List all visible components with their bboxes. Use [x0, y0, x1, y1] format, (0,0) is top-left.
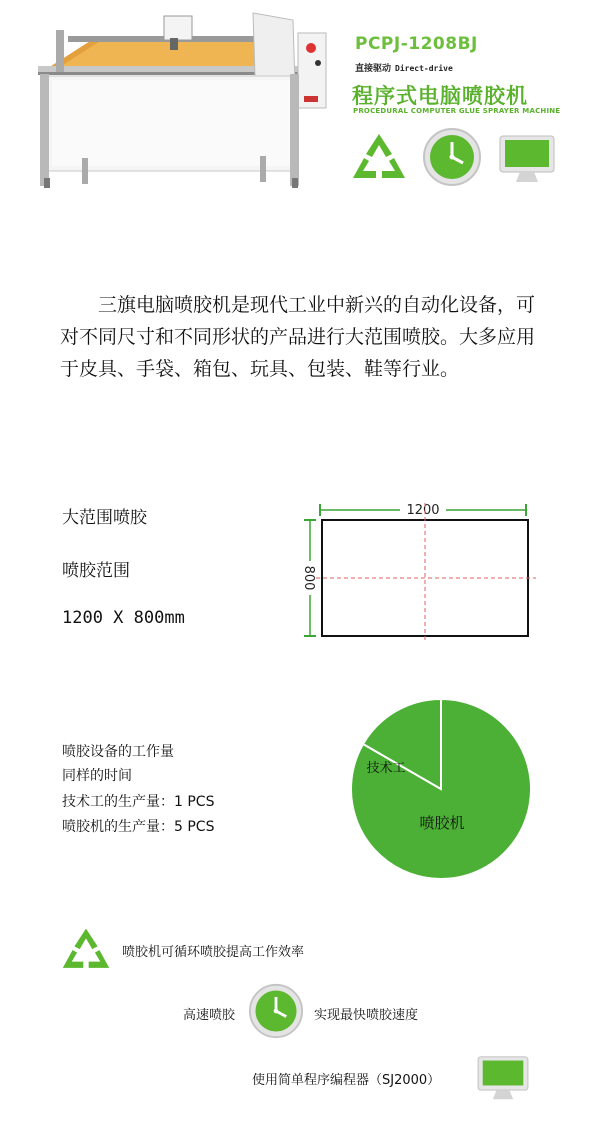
intro-text: 三旗电脑喷胶机是现代工业中新兴的自动化设备，可对不同尺寸和不同形状的产品进行大范围喷胶。大多应用于皮具、手袋、箱包、玩具、包装、鞋等行业。 [60, 294, 536, 380]
pie-label-worker: 技术工 [366, 761, 406, 776]
height-label: 800 [301, 565, 316, 591]
pie-label-machine: 喷胶机 [419, 814, 465, 832]
product-title-en: PROCEDURAL COMPUTER GLUE SPRAYER MACHINE [353, 107, 561, 115]
monitor-icon [476, 1055, 530, 1103]
drive-label [355, 61, 453, 74]
clock-icon [422, 127, 482, 187]
recycle-icon [60, 925, 112, 975]
machine-output: 喷胶机的生产量：5 PCS [62, 819, 215, 835]
monitor-icon [498, 134, 556, 186]
drive-label-en: Direct-drive [395, 64, 453, 73]
worker-output: 技术工的生产量：1 PCS [62, 794, 215, 810]
machine-image [28, 8, 338, 193]
width-label: 1200 [406, 503, 440, 518]
feature-speed-text-left: 高速喷胶 [183, 1008, 236, 1023]
large-range-label: 大范围喷胶 [62, 508, 147, 528]
spray-range-label: 喷胶范围 [62, 561, 130, 581]
workload-pie-chart [348, 696, 534, 882]
product-title: 程序式电脑喷胶机 [352, 84, 528, 108]
model-number: PCPJ-1208BJ [355, 34, 478, 54]
feature-programmer-text: 使用简单程序编程器（SJ2000） [252, 1073, 441, 1088]
feature-recycle-text: 喷胶机可循环喷胶提高工作效率 [122, 945, 305, 960]
drive-label-cn: 直接驱动 [355, 64, 392, 74]
workload-title: 喷胶设备的工作量 [62, 744, 174, 760]
range-diagram [296, 493, 540, 645]
recycle-icon [350, 130, 408, 186]
feature-speed-text-right: 实现最快喷胶速度 [314, 1008, 419, 1023]
clock-icon [248, 983, 304, 1039]
same-time-label: 同样的时间 [62, 768, 132, 784]
spray-range-dimension: 1200 X 800mm [62, 608, 185, 628]
intro-paragraph [60, 289, 540, 385]
